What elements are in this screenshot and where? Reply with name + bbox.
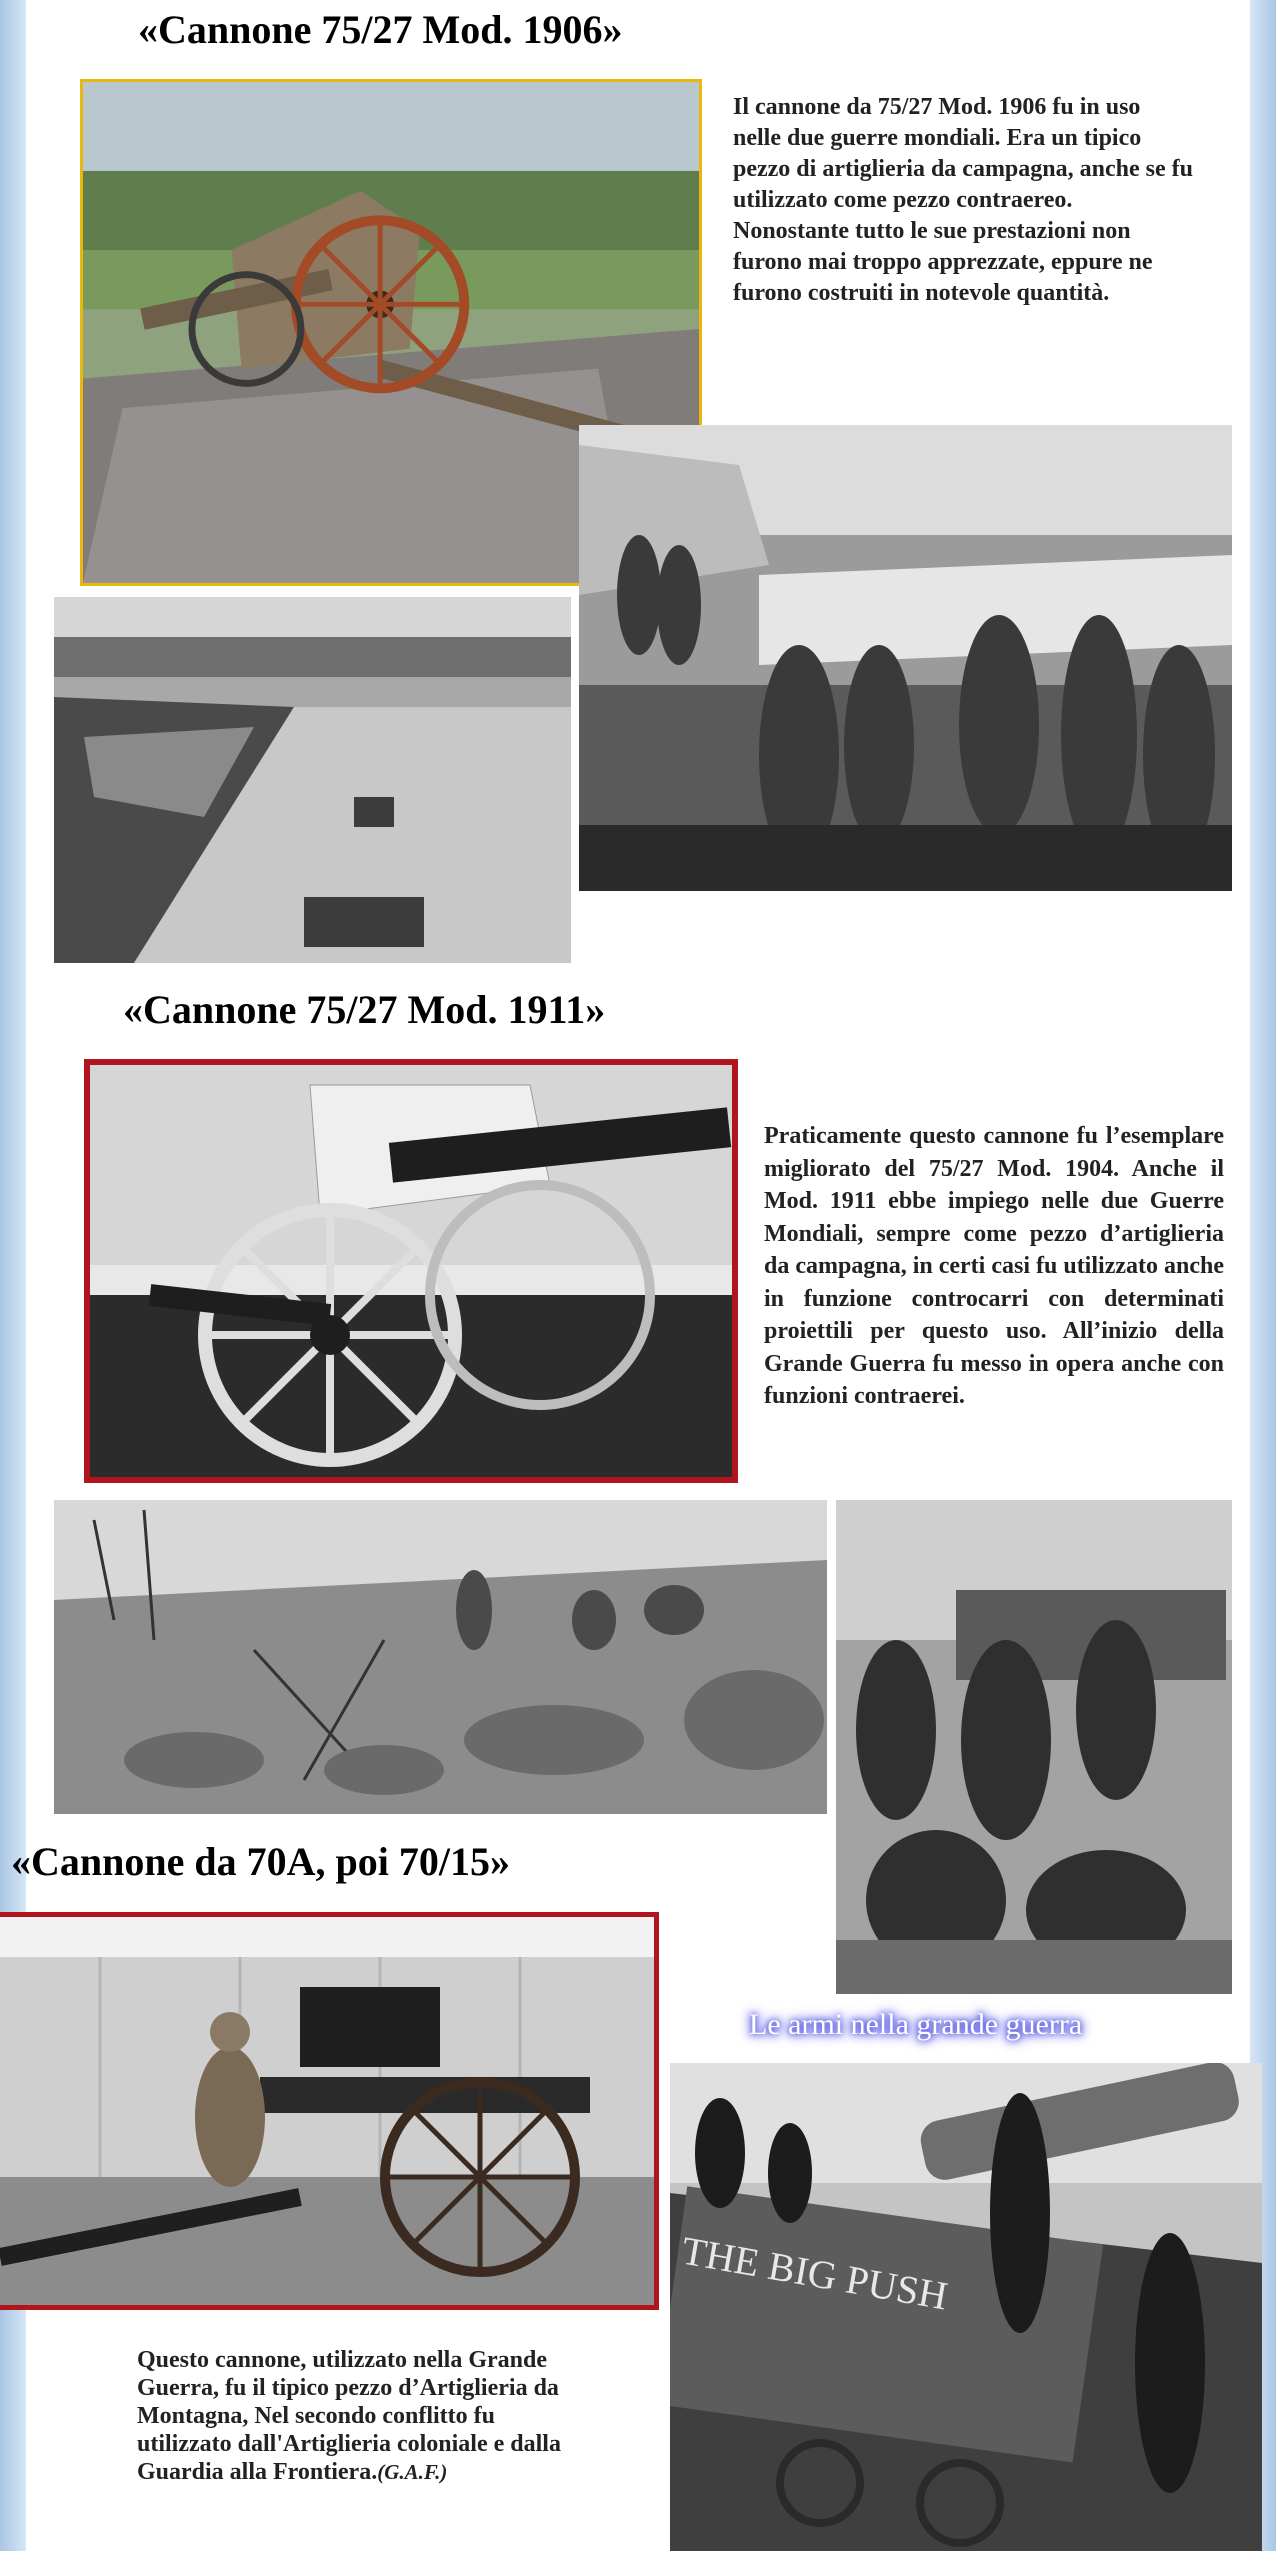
author-signature: (G.A.F.): [377, 2460, 448, 2484]
photo-cannon-1911: [84, 1059, 738, 1483]
section-title-70a: «Cannone da 70A, poi 70/15»: [11, 1839, 510, 1884]
photo-trench-battlefield: [54, 597, 571, 963]
section-title-mod1906: «Cannone 75/27 Mod. 1906»: [138, 7, 623, 52]
section-text-mod1906: Il cannone da 75/27 Mod. 1906 fu in uso nelle due guerre mondiali. Era un tipico pezzo di artiglieria da campagna, anche se fu utilizzato come pezzo contraereo. Nonostante tutto le sue prestazioni non furono mai troppo apprezzate, eppure ne furono costruiti in notevole quantità.: [733, 94, 1193, 306]
section-text-70a-body: Questo cannone, utilizzato nella Grande Guerra, fu il tipico pezzo d’Artiglieria da Montagna, Nel secondo conflitto fu utilizzato dall'Artiglieria coloniale e dalla Guardia alla Frontiera.: [137, 2347, 561, 2485]
site-banner: Le armi nella grande guerra: [749, 2008, 1083, 2041]
section-text-70a: [137, 2346, 567, 2486]
photo-combat-illustration: [836, 1500, 1232, 1994]
photo-cannon-70a: [0, 1912, 659, 2310]
section-text-mod1911: Praticamente questo cannone fu l’esemplare migliorato del 75/27 Mod. 1904. Anche il Mod. 1911 ebbe impiego nelle due Guerre Mondiali, sempre come pezzo d’artiglieria da campagna, in certi casi fu utilizzato anche in funzione controcarri con determinati proiettili per questo uso. All’inizio della Grande Guerra fu messo in opera anche con funzioni contraerei.: [764, 1123, 1224, 1409]
photo-soldiers-group: [579, 425, 1232, 891]
photo-battle-illustration: [54, 1500, 827, 1814]
painted-gun-name: THE BIG PUSH: [678, 2227, 952, 2319]
photo-big-push-gun: [670, 2063, 1262, 2551]
section-title-mod1911: «Cannone 75/27 Mod. 1911»: [123, 987, 606, 1032]
